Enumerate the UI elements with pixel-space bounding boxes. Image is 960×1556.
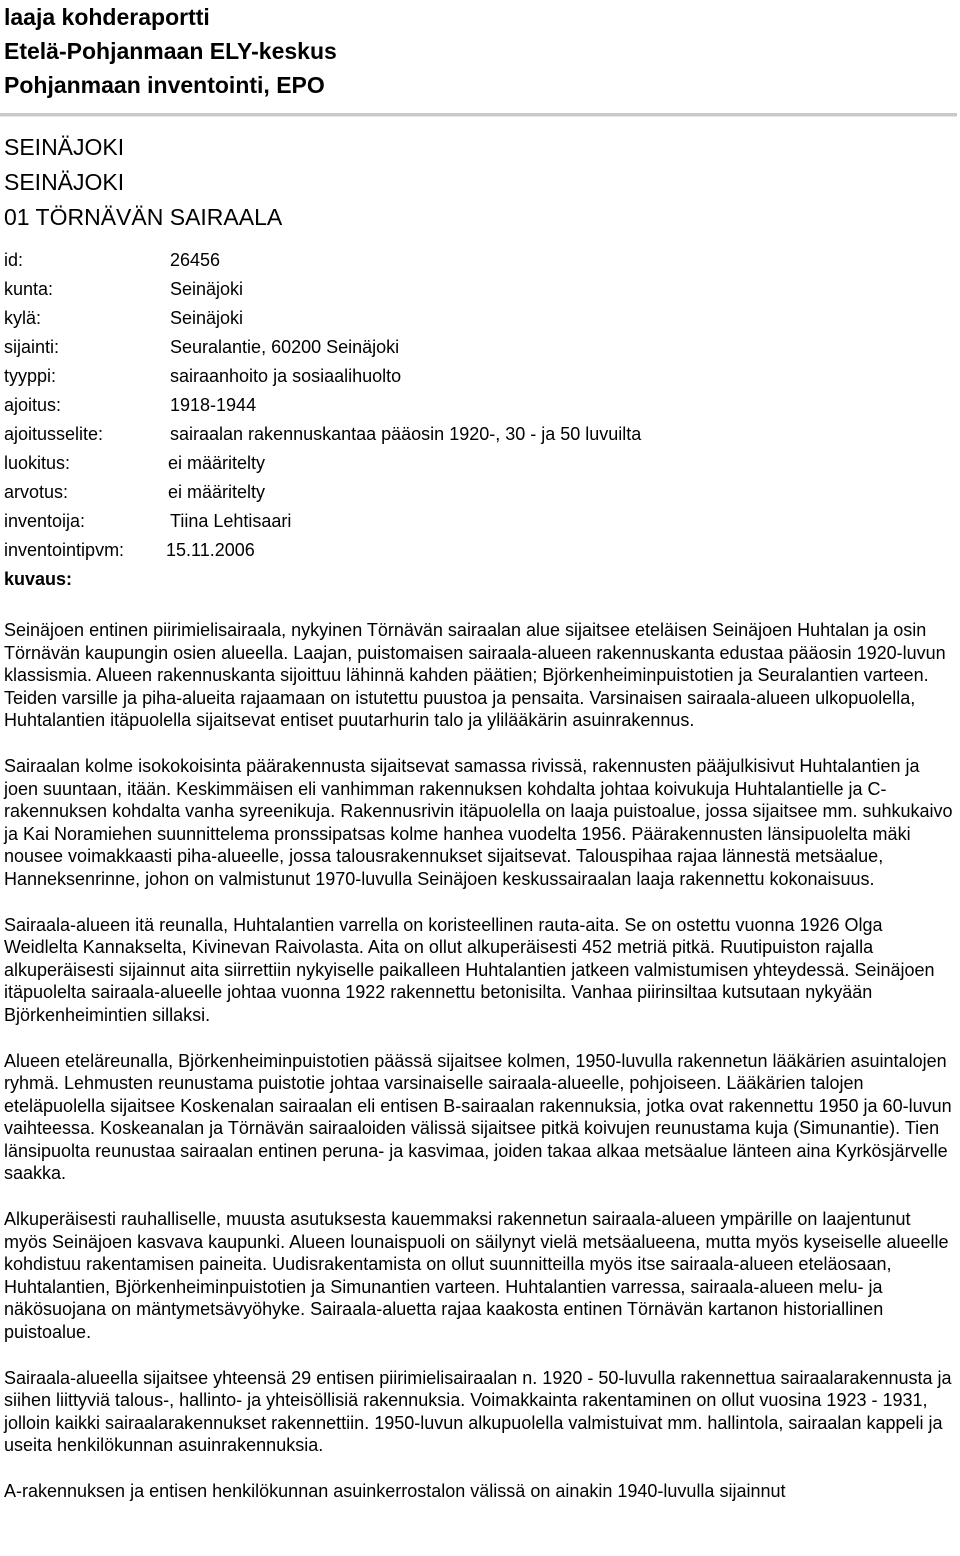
field-value: ei määritelty [168, 453, 266, 473]
description-paragraph: Sairaala-alueella sijaitsee yhteensä 29 entisen piirimielisairaalan n. 1920 - 50-luvulla rakennettua sairaalarakennusta ja siihen liittyviä talous-, hallinto- ja yhteisöllisiä rakennuksia. Voimakkainta rakentaminen on ollut vuosina 1923 - 1931, jolloin kaikki sairaalarakennukset rakennettiin. 1950-luvun alkupuolella valmistuivat mm. hallintola, sairaalan kappeli ja useita henkilökunnan asuinrakennuksia. [4, 1367, 952, 1456]
description-paragraph: Alkuperäisesti rauhalliselle, muusta asutuksesta kauemmaksi rakennetun sairaala-alueen ympärille on laajentunut myös Seinäjoen kasvava kaupunki. Alueen lounaispuoli on säilynyt vielä metsäalueena, mutta myös kyseiselle alueelle kohdistuu rakentamisen paineita. Uudisrakentamista on ollut suunnitteilla myös itse sairaala-alueen eteläosaan, Huhtalantien, Björkenheiminpuistotien ja Simunantien varteen. Huhtalantien varressa, sairaala-alueen melu- ja näkösuojana on mäntymetsävyöhyke. Sairaala-aluetta rajaa kaakosta entinen Törnävän kartanon historiallinen puistoalue. [4, 1209, 949, 1343]
organization: Etelä-Pohjanmaan ELY-keskus [4, 38, 337, 64]
description-paragraph: Alueen eteläreunalla, Björkenheiminpuistotien päässä sijaitsee kolmen, 1950-luvulla rakennetun lääkärien asuintalojen ryhmä. Lehmusten reunustama puistotie johtaa varsinaiselle sairaala-alueelle, pohjoiseen. Lääkärien talojen eteläpuolella sijaitsee Koskenalan sairaalan eli entisen B-sairaalan rakennuksia, jotka ovat rakennettu 1950 ja 60-luvun vaihteessa. Koskeanalan ja Törnävän sairaaloiden välissä sijaitsee pitkä koivujen reunustama kuja (Simunantie). Tien länsipuolta reunustaa sairaalan entinen peruna- ja kasvimaa, joiden takaa alkaa metsäalue länteen aina Kyrkösjärvelle saakka. [4, 1050, 952, 1184]
description-paragraph: A-rakennuksen ja entisen henkilökunnan asuinkerrostalon välissä on ainakin 1940-luvulla sijainnut [4, 1481, 786, 1501]
field-label: id: [4, 250, 24, 270]
site-title [4, 130, 282, 235]
field-value: 26456 [170, 250, 221, 270]
field-value: 1918-1944 [170, 395, 257, 415]
field-value: sairaalan rakennuskantaa pääosin 1920-, 30 - ja 50 luvuilta [170, 424, 642, 444]
field-label: inventoija: [4, 511, 86, 531]
field-value: Tiina Lehtisaari [170, 511, 292, 531]
field-label: tyyppi: [4, 366, 57, 386]
field-label: arvotus: [4, 482, 69, 502]
description-paragraph: Seinäjoen entinen piirimielisairaala, nykyinen Törnävän sairaalan alue sijaitsee eteläisen Seinäjoen Huhtalan ja osin Törnävän kaupungin osien alueella. Laajan, puistomaisen sairaala-alueen rakennuskanta edustaa pääosin 1920-luvun klassismia. Alueen rakennuskanta sijoittuu lähinnä kahden päätien; Björkenheiminpuistotien ja Seuralantien varteen. Teiden varsille ja piha-alueita rajaamaan on istutettu puustoa ja pensaita. Varsinaisen sairaala-alueen ulkopuolella, Huhtalantien itäpuolella sijaitsevat entiset puutarhurin talo ja ylilääkärin asuinrakennus. [4, 620, 946, 731]
village-title: SEINÄJOKI [4, 169, 125, 195]
field-label: ajoitus: [4, 395, 62, 415]
municipality-title: SEINÄJOKI [4, 134, 125, 160]
field-label: ajoitusselite: [4, 424, 104, 444]
description-label: kuvaus: [4, 569, 73, 589]
site-name-title: 01 TÖRNÄVÄN SAIRAALA [4, 204, 283, 230]
description-text [4, 619, 956, 1526]
description-paragraph: Sairaalan kolme isokokoisinta päärakennusta sijaitsevat samassa rivissä, rakennusten pääjulkisivut Huhtalantien ja joen suuntaan, itään. Keskimmäisen eli vanhimman rakennuksen kohdalta johtaa koivukuja Huhtalantielle ja C-rakennuksen kohdalta vanha syreenikuja. Rakennusrivin itäpuolella on laaja puistoalue, jossa sijaitsee mm. suhkukaivo ja Kai Noramiehen suunnittelema pronssipatsas kolme hanhea vuodelta 1956. Päärakennusten länsipuolelta mäki nousee voimakkaasti piha-alueelle, jossa talousrakennukset sijaitsevat. Talouspihaa rajaa lännestä metsäalue, Hanneksenrinne, johon on valmistunut 1970-luvulla Seinäjoen keskussairaalan laaja rakennettu kokonaisuus. [4, 755, 953, 889]
field-value: sairaanhoito ja sosiaalihuolto [170, 366, 402, 386]
field-value: Seinäjoki [170, 308, 244, 328]
field-value: Seinäjoki [170, 279, 244, 299]
field-value: 15.11.2006 [166, 540, 255, 560]
inventory-name: Pohjanmaan inventointi, EPO [4, 72, 325, 98]
field-label: kylä: [4, 308, 42, 328]
field-value: ei määritelty [168, 482, 266, 502]
field-value: Seuralantie, 60200 Seinäjoki [170, 337, 400, 357]
field-label: inventointipvm: [4, 540, 125, 560]
field-label: luokitus: [4, 453, 71, 473]
field-label: sijainti: [4, 337, 60, 357]
header-divider [0, 113, 957, 117]
report-header [4, 0, 337, 102]
report-type: laaja kohderaportti [4, 4, 210, 30]
description-paragraph: Sairaala-alueen itä reunalla, Huhtalantien varrella on koristeellinen rauta-aita. Se on ostettu vuonna 1926 Olga Weidlelta Kannakselta, Kivinevan Raivolasta. Aita on ollut alkuperäisesti 452 metriä pitkä. Ruutipuiston rajalla alkuperäisesti sijainnut aita siirrettiin nykyiselle paikalleen Huhtalantien jatkeen valmistumisen yhteydessä. Seinäjoen itäpuolelta sairaala-alueelle johtaa vuonna 1922 rakennettu betonisilta. Vanhaa piirinsiltaa kutsutaan nykyään Björkenheimintien sillaksi. [4, 914, 935, 1025]
field-label: kunta: [4, 279, 54, 299]
